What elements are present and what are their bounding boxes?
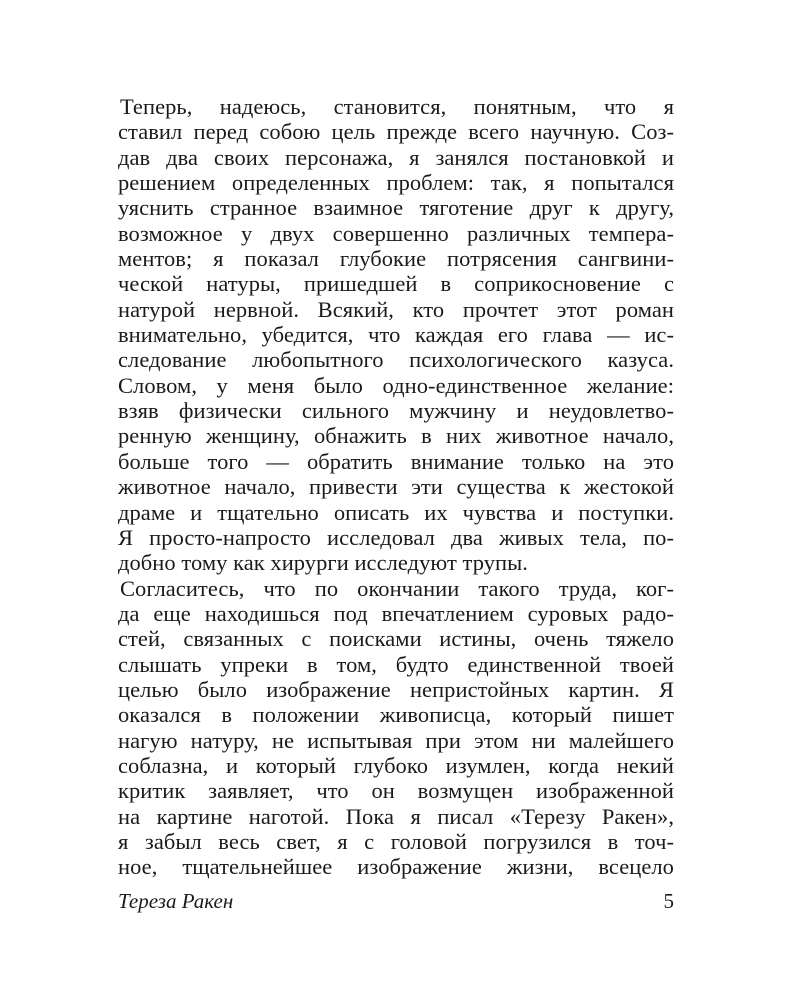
- text-line: драме и тщательно описать их чувства и поступки.: [118, 499, 674, 525]
- text-line: больше того — обратить внимание только на это: [118, 448, 674, 474]
- text-line: уяснить странное взаимное тяготение друг к другу,: [118, 195, 674, 221]
- text-line: на картине наготой. Пока я писал «Терезу Ракен»,: [118, 803, 674, 829]
- text-line: Я просто-напросто исследовал два живых тела, по-: [118, 524, 674, 550]
- text-line: возможное у двух совершенно различных темпера-: [118, 220, 674, 246]
- text-line: ренную женщину, обнажить в них животное начало,: [118, 423, 674, 449]
- text-line: дав два своих персонажа, я занялся постановкой и: [118, 144, 674, 170]
- text-line: решением определенных проблем: так, я попытался: [118, 170, 674, 196]
- paragraph-2-line-1: Согласитесь, что по окончании такого труда, ког-: [120, 575, 674, 601]
- paragraph-1-last-line: добно тому как хирурги исследуют трупы.: [118, 550, 528, 576]
- paragraph-1-line-1: Теперь, надеюсь, становится, понятным, что я: [120, 94, 674, 119]
- text-line: я забыл весь свет, я с головой погрузился в точ-: [118, 828, 674, 854]
- text-line: ставил перед собою цель прежде всего научную. Соз-: [118, 119, 674, 145]
- text-line: да еще находишься под впечатлением суровых радо-: [118, 600, 674, 626]
- text-line: критик заявляет, что он возмущен изображенной: [118, 778, 674, 804]
- text-line: соблазна, и который глубоко изумлен, когда некий: [118, 752, 674, 778]
- text-line: нагую натуру, не испытывая при этом ни малейшего: [118, 727, 674, 753]
- text-line: взяв физически сильного мужчину и неудовлетво-: [118, 398, 674, 424]
- text-line: ческой натуры, пришедшей в соприкосновение с: [118, 271, 674, 297]
- text-body: [118, 94, 674, 880]
- text-line: ное, тщательнейшее изображение жизни, всецело: [118, 854, 674, 880]
- page-number: 5: [663, 889, 674, 913]
- text-line: животное начало, привести эти существа к жестокой: [118, 474, 674, 500]
- text-line: Словом, у меня было одно-единственное желание:: [118, 372, 674, 398]
- running-title: Тереза Ракен: [118, 889, 234, 913]
- text-line: ментов; я показал глубокие потрясения сангвини-: [118, 246, 674, 272]
- text-line: целью было изображение непристойных картин. Я: [118, 676, 674, 702]
- text-line: оказался в положении живописца, который пишет: [118, 702, 674, 728]
- text-line: следование любопытного психологического казуса.: [118, 347, 674, 373]
- text-line: стей, связанных с поисками истины, очень тяжело: [118, 626, 674, 652]
- text-line: слышать упреки в том, будто единственной твоей: [118, 651, 674, 677]
- page-footer: [118, 887, 674, 915]
- text-line: натурой нервной. Всякий, кто прочтет этот роман: [118, 296, 674, 322]
- text-line: внимательно, убедится, что каждая его глава — ис-: [118, 322, 674, 348]
